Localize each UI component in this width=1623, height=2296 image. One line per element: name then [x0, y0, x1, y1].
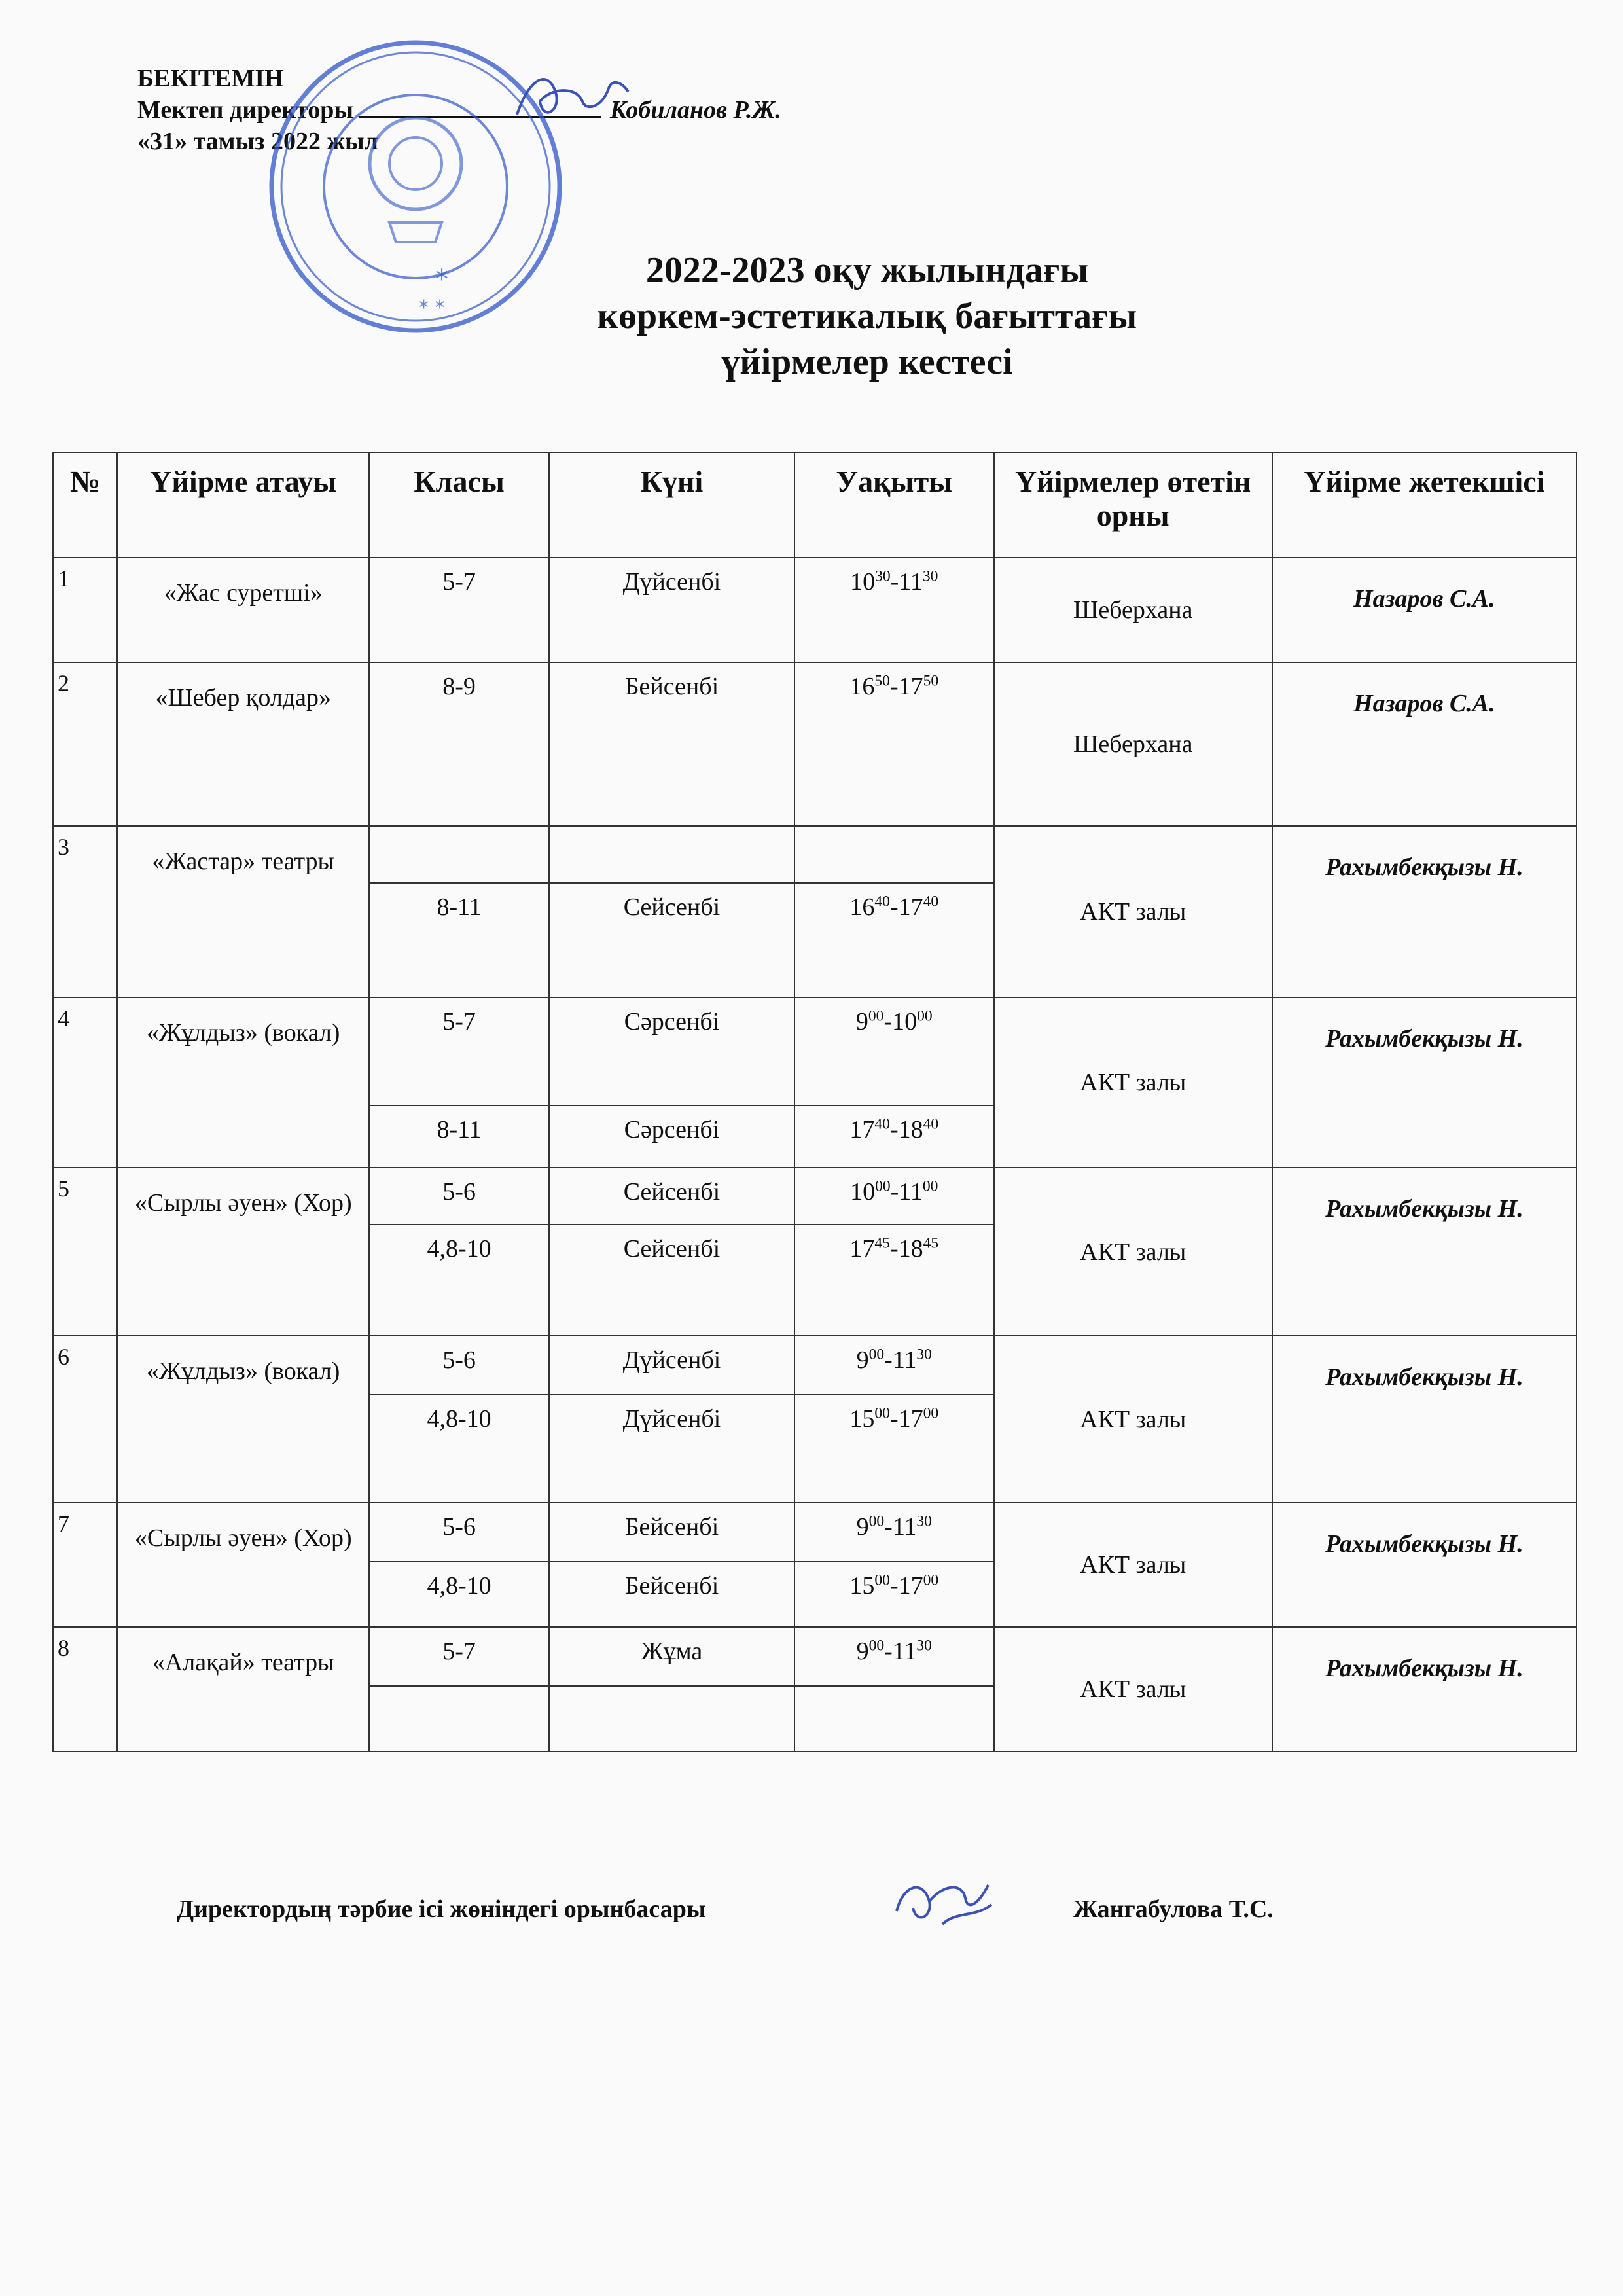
club-leader: Назаров С.А. — [1272, 558, 1577, 662]
session-time — [794, 662, 994, 826]
club-leader: Рахымбекқызы Н. — [1272, 1503, 1577, 1627]
session-time — [794, 1686, 994, 1751]
club-place: АКТ залы — [994, 997, 1272, 1168]
start-hour: 17 — [849, 1116, 875, 1143]
start-hour: 9 — [856, 1513, 869, 1541]
approval-date: «31» тамыз 2022 жыл — [137, 128, 378, 155]
session-class — [369, 1686, 549, 1751]
club-name: «Сырлы әуен» (Хор) — [117, 1503, 369, 1627]
table-row — [53, 1627, 1577, 1686]
session-time — [794, 826, 994, 883]
approval-heading: БЕКІТЕМІН — [137, 65, 284, 92]
start-hour: 9 — [855, 1008, 868, 1035]
deputy-name: Жангабулова Т.С. — [1073, 1895, 1274, 1923]
table-header-row — [53, 452, 1577, 558]
club-name: «Алақай» театры — [117, 1627, 369, 1751]
session-day: Бейсенбі — [549, 1562, 794, 1627]
start-minute: 30 — [875, 567, 891, 585]
end-hour: 11 — [892, 1513, 917, 1541]
session-time — [794, 1336, 994, 1395]
start-hour: 10 — [850, 1178, 876, 1206]
row-number: 8 — [53, 1627, 117, 1751]
club-place: Шеберхана — [994, 662, 1272, 826]
club-name: «Жас суретші» — [117, 558, 369, 662]
end-minute: 00 — [923, 1405, 939, 1422]
svg-text:*: * — [435, 264, 448, 295]
session-day: Бейсенбі — [549, 1503, 794, 1562]
end-minute: 30 — [916, 1346, 932, 1363]
end-minute: 30 — [916, 1513, 932, 1530]
row-number: 1 — [53, 558, 117, 662]
end-minute: 00 — [917, 1007, 933, 1025]
title-line-2: көркем-эстетикалық бағыттағы — [597, 296, 1137, 336]
session-class: 8-11 — [369, 883, 549, 997]
start-hour: 16 — [849, 673, 875, 700]
start-minute: 00 — [868, 1513, 885, 1530]
session-class: 4,8-10 — [369, 1225, 549, 1336]
session-time — [794, 1105, 994, 1168]
end-minute: 30 — [922, 567, 938, 585]
end-hour: 10 — [892, 1008, 918, 1035]
deputy-signature — [883, 1865, 1001, 1937]
session-class: 4,8-10 — [369, 1562, 549, 1627]
session-class: 8-9 — [369, 662, 549, 826]
end-hour: 18 — [898, 1235, 923, 1263]
session-day: Сәрсенбі — [549, 1105, 794, 1168]
club-leader: Рахымбекқызы Н. — [1272, 997, 1577, 1168]
table-row — [53, 997, 1577, 1105]
end-hour: 18 — [898, 1116, 923, 1143]
club-place: АКТ залы — [994, 1168, 1272, 1336]
svg-text:* *: * * — [419, 296, 445, 319]
end-minute: 45 — [923, 1234, 939, 1252]
end-hour: 17 — [898, 893, 923, 921]
session-day: Жұма — [549, 1627, 794, 1686]
club-place: АКТ залы — [994, 1627, 1272, 1751]
club-name: «Шебер қолдар» — [117, 662, 369, 826]
header-time: Уақыты — [794, 452, 994, 558]
time-dash: - — [884, 1513, 893, 1541]
session-day: Дүйсенбі — [549, 1336, 794, 1395]
header-leader: Үйірме жетекшісі — [1272, 452, 1577, 558]
table-row — [53, 662, 1577, 826]
start-minute: 50 — [874, 672, 890, 690]
start-minute: 45 — [874, 1234, 890, 1252]
session-day: Сейсенбі — [549, 1225, 794, 1336]
end-hour: 17 — [898, 1405, 923, 1433]
end-minute: 30 — [916, 1637, 932, 1655]
end-hour: 11 — [899, 1178, 923, 1206]
end-hour: 17 — [898, 673, 923, 700]
time-dash: - — [889, 1116, 899, 1143]
start-minute: 00 — [868, 1007, 884, 1025]
start-hour: 15 — [849, 1405, 875, 1433]
club-name: «Сырлы әуен» (Хор) — [117, 1168, 369, 1336]
row-number: 7 — [53, 1503, 117, 1627]
start-minute: 00 — [874, 1571, 890, 1589]
row-number: 2 — [53, 662, 117, 826]
club-leader: Назаров С.А. — [1272, 662, 1577, 826]
start-minute: 00 — [875, 1177, 891, 1195]
header-class: Класы — [369, 452, 549, 558]
session-class: 5-7 — [369, 558, 549, 662]
session-time — [794, 1168, 994, 1225]
row-number: 6 — [53, 1336, 117, 1503]
table-row — [53, 1503, 1577, 1562]
session-day: Сейсенбі — [549, 883, 794, 997]
start-minute: 40 — [874, 1115, 890, 1133]
club-leader: Рахымбекқызы Н. — [1272, 1336, 1577, 1503]
time-dash: - — [890, 568, 899, 596]
end-hour: 11 — [899, 568, 923, 596]
start-hour: 17 — [849, 1235, 875, 1263]
club-place: АКТ залы — [994, 1503, 1272, 1627]
club-place: Шеберхана — [994, 558, 1272, 662]
session-class: 5-6 — [369, 1168, 549, 1225]
title-line-3: үйірмелер кестесі — [721, 342, 1013, 382]
time-dash: - — [889, 893, 899, 921]
start-hour: 16 — [849, 893, 875, 921]
time-dash: - — [889, 673, 899, 700]
session-time — [794, 883, 994, 997]
club-leader: Рахымбекқызы Н. — [1272, 1627, 1577, 1751]
club-name: «Жұлдыз» (вокал) — [117, 997, 369, 1168]
session-class: 5-6 — [369, 1503, 549, 1562]
start-hour: 9 — [856, 1638, 869, 1665]
end-minute: 00 — [922, 1177, 938, 1195]
session-time — [794, 1225, 994, 1336]
start-hour: 10 — [850, 568, 876, 596]
row-number: 5 — [53, 1168, 117, 1336]
header-place: Үйірмелер өтетін орны — [994, 452, 1272, 558]
time-dash: - — [884, 1346, 893, 1374]
session-day — [549, 1686, 794, 1751]
session-class — [369, 826, 549, 883]
session-day: Сәрсенбі — [549, 997, 794, 1105]
time-dash: - — [889, 1572, 899, 1600]
director-label: Мектеп директоры — [137, 96, 354, 124]
session-class: 5-7 — [369, 997, 549, 1105]
session-class: 8-11 — [369, 1105, 549, 1168]
time-dash: - — [889, 1405, 899, 1433]
director-name: Кобиланов Р.Ж. — [610, 96, 781, 124]
deputy-position: Директордың тәрбие ісі жөніндегі орынбасары — [177, 1895, 706, 1923]
session-time — [794, 558, 994, 662]
header-day: Күні — [549, 452, 794, 558]
end-hour: 11 — [892, 1638, 917, 1665]
start-hour: 15 — [849, 1572, 875, 1600]
club-place: АКТ залы — [994, 1336, 1272, 1503]
header-name: Үйірме атауы — [117, 452, 369, 558]
time-dash: - — [890, 1178, 899, 1206]
start-minute: 40 — [874, 893, 890, 910]
session-class: 5-6 — [369, 1336, 549, 1395]
table-row — [53, 558, 1577, 662]
row-number: 4 — [53, 997, 117, 1168]
club-leader: Рахымбекқызы Н. — [1272, 826, 1577, 997]
session-time — [794, 1503, 994, 1562]
table-row — [53, 826, 1577, 883]
schedule-table — [52, 452, 1577, 1752]
session-time — [794, 1562, 994, 1627]
end-minute: 40 — [923, 893, 939, 910]
end-minute: 50 — [923, 672, 939, 690]
end-minute: 40 — [923, 1115, 939, 1133]
session-day: Сейсенбі — [549, 1168, 794, 1225]
session-day — [549, 826, 794, 883]
start-hour: 9 — [856, 1346, 869, 1374]
start-minute: 00 — [868, 1637, 885, 1655]
row-number: 3 — [53, 826, 117, 997]
session-time — [794, 997, 994, 1105]
director-signature — [504, 62, 635, 134]
table-row — [53, 1168, 1577, 1225]
start-minute: 00 — [868, 1346, 885, 1363]
club-place: АКТ залы — [994, 826, 1272, 997]
time-dash: - — [884, 1638, 893, 1665]
time-dash: - — [883, 1008, 893, 1035]
session-class: 5-7 — [369, 1627, 549, 1686]
title-line-1: 2022-2023 оқу жылындағы — [645, 250, 1089, 291]
session-time — [794, 1627, 994, 1686]
time-dash: - — [889, 1235, 899, 1263]
end-hour: 11 — [892, 1346, 917, 1374]
session-day: Дүйсенбі — [549, 1395, 794, 1503]
session-time — [794, 1395, 994, 1503]
start-minute: 00 — [874, 1405, 890, 1422]
table-row — [53, 1336, 1577, 1395]
document-title — [419, 247, 1315, 385]
club-name: «Жастар» театры — [117, 826, 369, 997]
end-minute: 00 — [923, 1571, 939, 1589]
club-name: «Жұлдыз» (вокал) — [117, 1336, 369, 1503]
session-day: Бейсенбі — [549, 662, 794, 826]
end-hour: 17 — [898, 1572, 923, 1600]
table-body — [53, 558, 1577, 1751]
club-leader: Рахымбекқызы Н. — [1272, 1168, 1577, 1336]
header-num: № — [53, 452, 117, 558]
session-class: 4,8-10 — [369, 1395, 549, 1503]
session-day: Дүйсенбі — [549, 558, 794, 662]
